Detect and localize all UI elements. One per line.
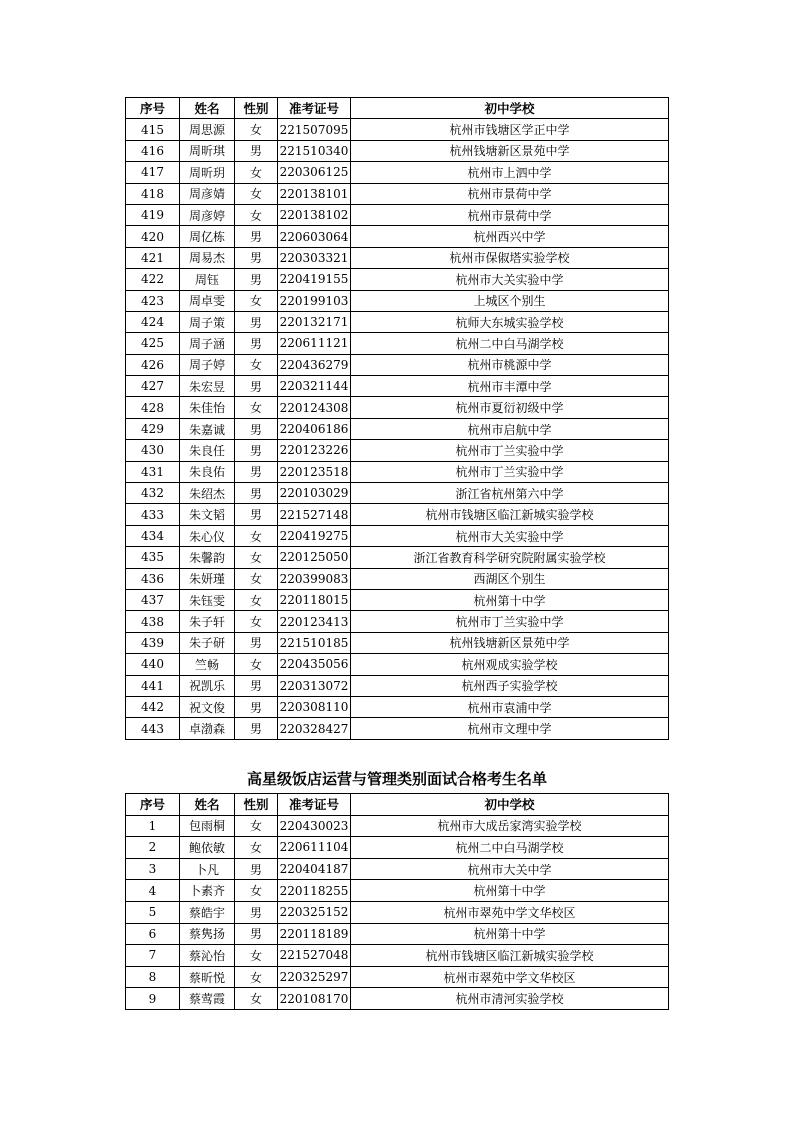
cell-gender: 男 — [235, 140, 278, 161]
cell-gender: 女 — [235, 611, 278, 632]
cell-name: 朱绍杰 — [180, 483, 235, 504]
table-row — [126, 204, 669, 225]
cell-name: 周易杰 — [180, 247, 235, 268]
header-exam-id: 准考证号 — [278, 794, 351, 816]
cell-seq: 441 — [126, 675, 180, 696]
table-row — [126, 654, 669, 675]
cell-name: 周昕玥 — [180, 162, 235, 183]
cell-exam-id: 221527048 — [278, 945, 351, 967]
cell-exam-id: 220124308 — [278, 397, 351, 418]
table-row — [126, 632, 669, 653]
cell-seq: 427 — [126, 376, 180, 397]
cell-exam-id: 220321144 — [278, 376, 351, 397]
cell-school: 杭州市上泗中学 — [351, 162, 669, 183]
cell-seq: 434 — [126, 525, 180, 546]
table-row — [126, 440, 669, 461]
cell-gender: 男 — [235, 901, 278, 923]
cell-exam-id: 220325297 — [278, 966, 351, 988]
cell-seq: 417 — [126, 162, 180, 183]
cell-school: 杭州第十中学 — [351, 880, 669, 902]
cell-gender: 男 — [235, 632, 278, 653]
cell-exam-id: 220308110 — [278, 696, 351, 717]
cell-gender: 男 — [235, 675, 278, 696]
table-row — [126, 858, 669, 880]
cell-seq: 424 — [126, 311, 180, 332]
cell-name: 蔡沁怡 — [180, 945, 235, 967]
cell-gender: 男 — [235, 483, 278, 504]
cell-gender: 女 — [235, 837, 278, 859]
table-header-row — [126, 794, 669, 816]
table-row — [126, 418, 669, 439]
cell-school: 杭州市大关中学 — [351, 858, 669, 880]
cell-school: 西湖区个别生 — [351, 568, 669, 589]
cell-school: 杭州市文理中学 — [351, 718, 669, 739]
cell-name: 朱心仪 — [180, 525, 235, 546]
cell-school: 杭州观成实验学校 — [351, 654, 669, 675]
cell-gender: 男 — [235, 696, 278, 717]
cell-name: 卜凡 — [180, 858, 235, 880]
table-row — [126, 611, 669, 632]
cell-exam-id: 220404187 — [278, 858, 351, 880]
cell-gender: 女 — [235, 547, 278, 568]
cell-school: 杭州第十中学 — [351, 923, 669, 945]
table-row — [126, 589, 669, 610]
cell-exam-id: 220103029 — [278, 483, 351, 504]
candidate-table-1 — [125, 97, 669, 740]
cell-gender: 男 — [235, 333, 278, 354]
cell-gender: 女 — [235, 945, 278, 967]
cell-seq: 433 — [126, 504, 180, 525]
cell-seq: 432 — [126, 483, 180, 504]
cell-seq: 430 — [126, 440, 180, 461]
cell-exam-id: 220430023 — [278, 815, 351, 837]
cell-exam-id: 220313072 — [278, 675, 351, 696]
cell-school: 杭州市丁兰实验中学 — [351, 440, 669, 461]
cell-exam-id: 220123413 — [278, 611, 351, 632]
cell-seq: 442 — [126, 696, 180, 717]
table-row — [126, 140, 669, 161]
section-title: 高星级饭店运营与管理类别面试合格考生名单 — [246, 770, 547, 788]
header-seq: 序号 — [126, 98, 180, 119]
cell-name: 周钰 — [180, 269, 235, 290]
cell-gender: 女 — [235, 815, 278, 837]
cell-seq: 6 — [126, 923, 180, 945]
cell-exam-id: 220435056 — [278, 654, 351, 675]
cell-seq: 1 — [126, 815, 180, 837]
cell-seq: 423 — [126, 290, 180, 311]
header-exam-id: 准考证号 — [278, 98, 351, 119]
cell-name: 竺畅 — [180, 654, 235, 675]
cell-school: 浙江省教育科学研究院附属实验学校 — [351, 547, 669, 568]
cell-exam-id: 220123226 — [278, 440, 351, 461]
header-school: 初中学校 — [351, 794, 669, 816]
table-row — [126, 269, 669, 290]
cell-name: 祝凯乐 — [180, 675, 235, 696]
cell-exam-id: 221507095 — [278, 119, 351, 140]
cell-school: 杭州市景荷中学 — [351, 204, 669, 225]
cell-name: 朱子研 — [180, 632, 235, 653]
cell-gender: 男 — [235, 440, 278, 461]
table-row — [126, 718, 669, 739]
cell-school: 杭州西兴中学 — [351, 226, 669, 247]
cell-exam-id: 220108170 — [278, 988, 351, 1010]
table-row — [126, 397, 669, 418]
cell-exam-id: 220306125 — [278, 162, 351, 183]
cell-name: 蔡莺霞 — [180, 988, 235, 1010]
cell-gender: 男 — [235, 247, 278, 268]
cell-school: 上城区个别生 — [351, 290, 669, 311]
cell-school: 杭州市钱塘区临江新城实验学校 — [351, 504, 669, 525]
table-row — [126, 815, 669, 837]
cell-name: 包雨桐 — [180, 815, 235, 837]
cell-exam-id: 220419155 — [278, 269, 351, 290]
cell-school: 杭州市景荷中学 — [351, 183, 669, 204]
cell-school: 杭州市大关实验中学 — [351, 525, 669, 546]
cell-name: 蔡昕悦 — [180, 966, 235, 988]
cell-gender: 男 — [235, 226, 278, 247]
cell-school: 杭州市翠苑中学文华校区 — [351, 901, 669, 923]
cell-exam-id: 220118189 — [278, 923, 351, 945]
cell-gender: 女 — [235, 988, 278, 1010]
table-row — [126, 376, 669, 397]
table-header-row — [126, 98, 669, 119]
cell-school: 杭州市夏衍初级中学 — [351, 397, 669, 418]
cell-name: 朱钰雯 — [180, 589, 235, 610]
cell-gender: 女 — [235, 354, 278, 375]
cell-gender: 女 — [235, 397, 278, 418]
cell-seq: 431 — [126, 461, 180, 482]
cell-gender: 女 — [235, 880, 278, 902]
cell-seq: 425 — [126, 333, 180, 354]
cell-exam-id: 220611104 — [278, 837, 351, 859]
cell-gender: 男 — [235, 858, 278, 880]
cell-school: 杭州市丰潭中学 — [351, 376, 669, 397]
cell-school: 杭州市保俶塔实验学校 — [351, 247, 669, 268]
table-row — [126, 923, 669, 945]
cell-school: 杭州二中白马湖学校 — [351, 837, 669, 859]
cell-exam-id: 220406186 — [278, 418, 351, 439]
cell-name: 周思源 — [180, 119, 235, 140]
table-row — [126, 901, 669, 923]
cell-gender: 男 — [235, 311, 278, 332]
cell-name: 朱宏昱 — [180, 376, 235, 397]
cell-exam-id: 220611121 — [278, 333, 351, 354]
cell-exam-id: 220199103 — [278, 290, 351, 311]
cell-seq: 8 — [126, 966, 180, 988]
cell-gender: 男 — [235, 376, 278, 397]
cell-name: 朱馨韵 — [180, 547, 235, 568]
cell-name: 周昕琪 — [180, 140, 235, 161]
cell-name: 朱子轩 — [180, 611, 235, 632]
cell-exam-id: 220123518 — [278, 461, 351, 482]
header-school: 初中学校 — [351, 98, 669, 119]
cell-school: 杭州市启航中学 — [351, 418, 669, 439]
table-row — [126, 226, 669, 247]
cell-seq: 443 — [126, 718, 180, 739]
cell-exam-id: 220419275 — [278, 525, 351, 546]
header-seq: 序号 — [126, 794, 180, 816]
table-body-1 — [126, 119, 669, 739]
cell-school: 杭州市钱塘区学正中学 — [351, 119, 669, 140]
table-row — [126, 483, 669, 504]
cell-name: 朱佳怡 — [180, 397, 235, 418]
cell-school: 杭州市丁兰实验中学 — [351, 461, 669, 482]
cell-school: 杭州市大成岳家湾实验学校 — [351, 815, 669, 837]
cell-gender: 女 — [235, 966, 278, 988]
cell-seq: 429 — [126, 418, 180, 439]
cell-school: 杭州钱塘新区景苑中学 — [351, 140, 669, 161]
table-row — [126, 504, 669, 525]
cell-exam-id: 221527148 — [278, 504, 351, 525]
table-row — [126, 311, 669, 332]
cell-gender: 女 — [235, 183, 278, 204]
cell-name: 朱妍瑾 — [180, 568, 235, 589]
cell-gender: 女 — [235, 204, 278, 225]
table-row — [126, 696, 669, 717]
cell-gender: 女 — [235, 568, 278, 589]
cell-seq: 2 — [126, 837, 180, 859]
cell-exam-id: 220303321 — [278, 247, 351, 268]
cell-gender: 男 — [235, 269, 278, 290]
cell-exam-id: 221510185 — [278, 632, 351, 653]
cell-seq: 440 — [126, 654, 180, 675]
cell-school: 杭州市清河实验学校 — [351, 988, 669, 1010]
table-row — [126, 183, 669, 204]
cell-name: 朱良佑 — [180, 461, 235, 482]
cell-seq: 3 — [126, 858, 180, 880]
cell-name: 朱文韬 — [180, 504, 235, 525]
cell-gender: 女 — [235, 589, 278, 610]
cell-school: 杭州钱塘新区景苑中学 — [351, 632, 669, 653]
cell-name: 朱良任 — [180, 440, 235, 461]
cell-gender: 男 — [235, 718, 278, 739]
cell-seq: 419 — [126, 204, 180, 225]
cell-school: 杭州第十中学 — [351, 589, 669, 610]
header-name: 姓名 — [180, 794, 235, 816]
cell-school: 杭州市丁兰实验中学 — [351, 611, 669, 632]
cell-seq: 420 — [126, 226, 180, 247]
table-row — [126, 461, 669, 482]
cell-exam-id: 220125050 — [278, 547, 351, 568]
cell-name: 周彦婧 — [180, 183, 235, 204]
cell-name: 周子涵 — [180, 333, 235, 354]
cell-exam-id: 220325152 — [278, 901, 351, 923]
table-row — [126, 354, 669, 375]
cell-gender: 男 — [235, 461, 278, 482]
cell-school: 杭州市大关实验中学 — [351, 269, 669, 290]
cell-name: 朱嘉诚 — [180, 418, 235, 439]
header-gender: 性别 — [235, 98, 278, 119]
table-row — [126, 290, 669, 311]
cell-gender: 男 — [235, 923, 278, 945]
cell-gender: 女 — [235, 525, 278, 546]
cell-seq: 439 — [126, 632, 180, 653]
cell-gender: 女 — [235, 119, 278, 140]
table-row — [126, 547, 669, 568]
cell-exam-id: 220399083 — [278, 568, 351, 589]
cell-name: 周亿栋 — [180, 226, 235, 247]
cell-seq: 435 — [126, 547, 180, 568]
cell-gender: 女 — [235, 654, 278, 675]
cell-seq: 418 — [126, 183, 180, 204]
cell-school: 杭州市翠苑中学文华校区 — [351, 966, 669, 988]
table-row — [126, 966, 669, 988]
cell-name: 蔡隽扬 — [180, 923, 235, 945]
cell-school: 浙江省杭州第六中学 — [351, 483, 669, 504]
cell-exam-id: 221510340 — [278, 140, 351, 161]
cell-name: 祝文俊 — [180, 696, 235, 717]
cell-seq: 438 — [126, 611, 180, 632]
cell-seq: 421 — [126, 247, 180, 268]
header-gender: 性别 — [235, 794, 278, 816]
cell-seq: 436 — [126, 568, 180, 589]
cell-exam-id: 220603064 — [278, 226, 351, 247]
cell-seq: 422 — [126, 269, 180, 290]
cell-seq: 416 — [126, 140, 180, 161]
cell-exam-id: 220436279 — [278, 354, 351, 375]
cell-name: 卜素齐 — [180, 880, 235, 902]
cell-seq: 5 — [126, 901, 180, 923]
table-row — [126, 837, 669, 859]
table-row — [126, 880, 669, 902]
cell-name: 卓渤森 — [180, 718, 235, 739]
cell-exam-id: 220118255 — [278, 880, 351, 902]
cell-exam-id: 220132171 — [278, 311, 351, 332]
cell-exam-id: 220138102 — [278, 204, 351, 225]
cell-name: 蔡皓宇 — [180, 901, 235, 923]
cell-seq: 437 — [126, 589, 180, 610]
cell-name: 周彦婷 — [180, 204, 235, 225]
cell-seq: 9 — [126, 988, 180, 1010]
cell-school: 杭师大东城实验学校 — [351, 311, 669, 332]
table-row — [126, 119, 669, 140]
cell-school: 杭州市桃源中学 — [351, 354, 669, 375]
cell-gender: 女 — [235, 290, 278, 311]
cell-exam-id: 220328427 — [278, 718, 351, 739]
cell-seq: 7 — [126, 945, 180, 967]
header-name: 姓名 — [180, 98, 235, 119]
cell-gender: 男 — [235, 504, 278, 525]
cell-seq: 4 — [126, 880, 180, 902]
table-row — [126, 988, 669, 1010]
table-row — [126, 568, 669, 589]
cell-seq: 428 — [126, 397, 180, 418]
table-row — [126, 162, 669, 183]
cell-gender: 男 — [235, 418, 278, 439]
table-row — [126, 525, 669, 546]
cell-exam-id: 220118015 — [278, 589, 351, 610]
cell-name: 周卓雯 — [180, 290, 235, 311]
cell-school: 杭州西子实验学校 — [351, 675, 669, 696]
cell-school: 杭州二中白马湖学校 — [351, 333, 669, 354]
cell-name: 周子婷 — [180, 354, 235, 375]
cell-name: 鲍依敏 — [180, 837, 235, 859]
table-row — [126, 945, 669, 967]
cell-seq: 426 — [126, 354, 180, 375]
cell-exam-id: 220138101 — [278, 183, 351, 204]
table-row — [126, 675, 669, 696]
table-body-2 — [126, 815, 669, 1009]
cell-school: 杭州市钱塘区临江新城实验学校 — [351, 945, 669, 967]
candidate-table-2 — [125, 793, 669, 1010]
cell-name: 周子策 — [180, 311, 235, 332]
cell-school: 杭州市袁浦中学 — [351, 696, 669, 717]
cell-seq: 415 — [126, 119, 180, 140]
table-row — [126, 247, 669, 268]
table-row — [126, 333, 669, 354]
cell-gender: 女 — [235, 162, 278, 183]
